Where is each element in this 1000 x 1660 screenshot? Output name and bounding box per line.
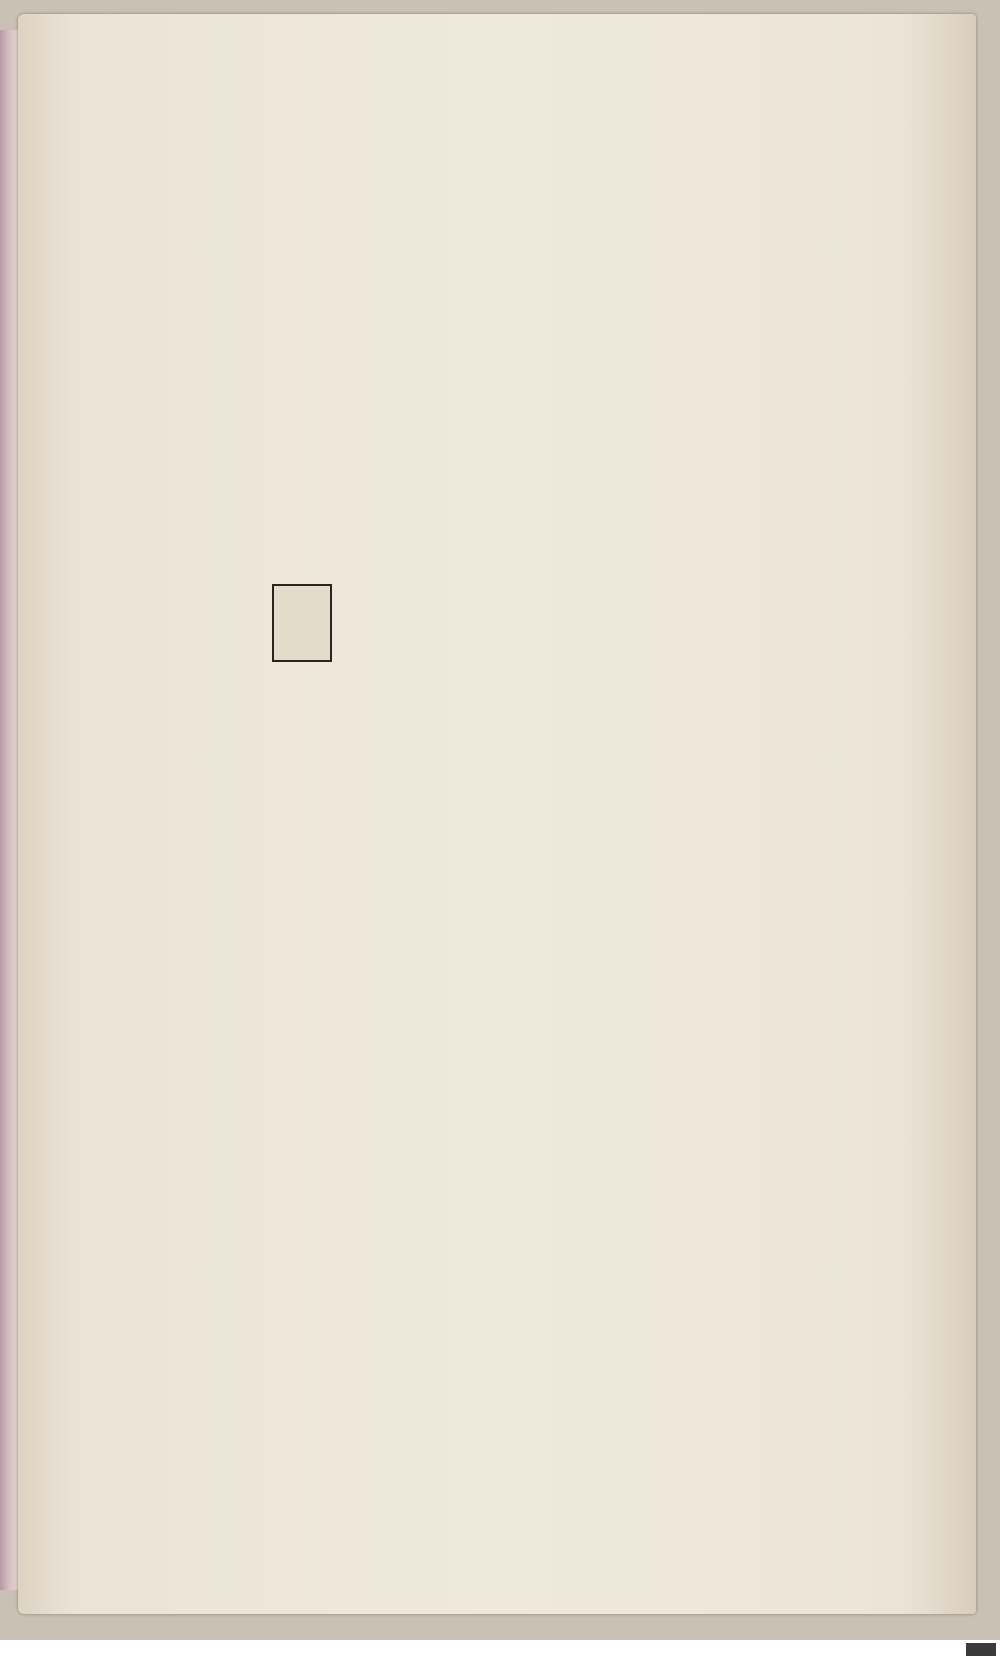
drop-cap-letter bbox=[274, 586, 330, 660]
footer-bar bbox=[0, 1640, 1000, 1660]
page-header bbox=[248, 112, 908, 138]
book-page bbox=[18, 14, 976, 1614]
drop-cap-frame bbox=[272, 584, 332, 662]
dfg-logo-icon bbox=[966, 1643, 996, 1656]
